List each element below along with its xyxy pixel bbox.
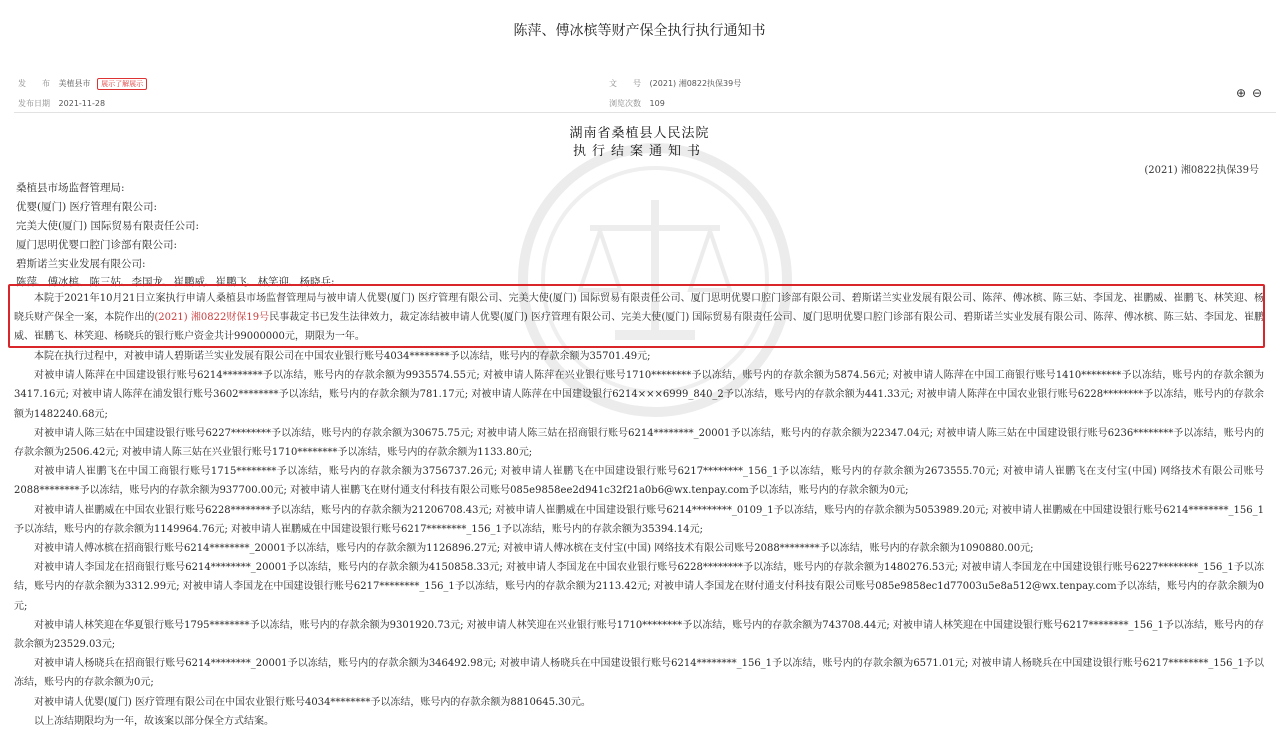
party-line: 桑植县市场监督管理局: (16, 182, 125, 194)
party-line: 优婴(厦门) 医疗管理有限公司: (16, 201, 158, 213)
highlight-text-before: 本院于2021年10月21日立案执行申请人桑植县市场监督管理局与被申请人优婴(厦门) 医疗管理有限公司、完美大使(厦门) 国际贸易有限责任公司、厦门思明优婴口腔门诊部有限公司、碧斯诺兰实业发展有限公司、陈萍、傅冰槟、陈三姑、李国龙、崔鹏威、崔鹏飞、林笑迎、杨晓兵财产保全一案，本院作出的 (14, 293, 1264, 324)
publisher-label: 发 布 (18, 79, 50, 88)
doc-number-meta: (2021) 湘0822执保39号 (649, 79, 742, 88)
publish-date: 2021-11-28 (58, 99, 106, 108)
paragraph: 本院在执行过程中，对被申请人碧斯诺兰实业发展有限公司在中国农业银行账号4034********予以冻结，账号内的存款余额为35701.49元; (34, 351, 651, 362)
court-name: 湖南省桑植县人民法院 (569, 126, 710, 141)
paragraph: 对被申请人陈萍在中国建设银行账号6214********予以冻结，账号内的存款余额为9935574.55元; 对被申请人陈萍在兴业银行账号1710********予以冻结，账号内的存款余额为5874.56元; 对被申请人陈萍在中国工商银行账号1410********予以冻结，账号内的存款余额为3417.16元; 对被申请人陈萍在浦发银行账号3602********予以冻结，账号内的存款余额为781.17元; 对被申请人陈萍在中国建设银行6214×××6999_840_2予以冻结，账号内的存款余额为441.33元; 对被申请人陈萍在中国农业银行账号6228********予以冻结，账号内的存款余额为1482240.68元; (14, 370, 1264, 420)
paragraph: 以上冻结期限均为一年，故该案以部分保全方式结案。 (34, 715, 274, 727)
publisher-row (18, 78, 147, 90)
party-line: 完美大使(厦门) 国际贸易有限责任公司: (16, 220, 200, 232)
highlight-text-after: 民事裁定书已发生法律效力，裁定冻结被申请人优婴(厦门) 医疗管理有限公司、完美大使(厦门) 国际贸易有限责任公司、厦门思明优婴口腔门诊部有限公司、碧斯诺兰实业发展有限公司、陈萍、傅冰槟、陈三姑、李国龙、崔鹏威、崔鹏飞、林笑迎、杨晓兵的银行账户资金共计99000000元，期限为一年。 (14, 312, 1265, 343)
party-line: 碧斯诺兰实业发展有限公司: (16, 258, 146, 270)
case-reference: (2021) 湘0822财保19号 (154, 312, 270, 324)
publisher-tag[interactable]: 展示了解展示 (97, 78, 147, 90)
paragraph: 对被申请人陈三姑在中国建设银行账号6227********予以冻结，账号内的存款余额为30675.75元; 对被申请人陈三姑在招商银行账号6214********_20001予以冻结，账号内的存款余额为22347.04元; 对被申请人陈三姑在中国建设银行账号6236********予以冻结，账号内的存款余额为2506.42元; 对被申请人陈三姑在兴业银行账号1710********予以冻结，账号内的存款余额为1133.80元; (14, 427, 1264, 459)
zoom-in-icon[interactable]: ⊕ (1236, 86, 1247, 100)
paragraph: 对被申请人崔鹏飞在中国工商银行账号1715********予以冻结，账号内的存款余额为3756737.26元; 对被申请人崔鹏飞在中国建设银行账号6217********_156_1予以冻结，账号内的存款余额为2673555.70元; 对被申请人崔鹏飞在支付宝(中国) 网络技术有限公司账号2088********予以冻结，账号内的存款余额为937700.00元; 对被申请人崔鹏飞在财付通支付科技有限公司账号085e9858ee2d941c32f21a0b6@wx.tenpay.com予以冻结，账号内的存款余额为0元; (14, 466, 1264, 497)
body-paragraphs (14, 347, 1264, 731)
paragraph: 对被申请人李国龙在招商银行账号6214********_20001予以冻结，账号内的存款余额为4150858.33元; 对被申请人李国龙在中国农业银行账号6228********予以冻结，账号内的存款余额为1480276.53元; 对被申请人李国龙在中国建设银行账号6227********_156_1予以冻结，账号内的存款余额为3312.99元; 对被申请人李国龙在中国建设银行账号6217********_156_1予以冻结，账号内的存款余额为2113.42元; 对被申请人李国龙在财付通支付科技有限公司账号085e9858ec1d77003u5e8a512@wx.tenpay.com予以冻结，账号内的存款余额为0元; (14, 562, 1264, 612)
highlight-box (8, 284, 1265, 348)
divider (14, 112, 1276, 113)
party-line: 陈萍、傅冰槟、陈三姑、李国龙、崔鹏威、崔鹏飞、林笑迎、杨晓兵: (16, 276, 335, 288)
paragraph: 对被申请人杨晓兵在招商银行账号6214********_20001予以冻结，账号内的存款余额为346492.98元; 对被申请人杨晓兵在中国建设银行账号6214********_156_1予以冻结，账号内的存款余额为6571.01元; 对被申请人杨晓兵在中国建设银行账号6217********_156_1予以冻结，账号内的存款余额为0元; (14, 658, 1264, 689)
party-line: 厦门思明优婴口腔门诊部有限公司: (16, 239, 178, 251)
page-title: 陈萍、傅冰槟等财产保全执行执行通知书 (513, 23, 766, 39)
views-row (609, 98, 665, 109)
paragraph: 对被申请人优婴(厦门) 医疗管理有限公司在中国农业银行账号4034********予以冻结，账号内的存款余额为8810645.30元。 (34, 696, 591, 708)
notice-title: 执行结案通知书 (572, 144, 706, 159)
doc-number: (2021) 湘0822执保39号 (1144, 165, 1259, 176)
number-row (609, 78, 741, 89)
paragraph: 对被申请人傅冰槟在招商银行账号6214********_20001予以冻结，账号内的存款余额为1126896.27元; 对被申请人傅冰槟在支付宝(中国) 网络技术有限公司账号2088********予以冻结，账号内的存款余额为1090880.00元; (34, 543, 1034, 555)
number-label: 文 号 (609, 79, 641, 88)
views-count: 109 (649, 99, 665, 108)
paragraph: 对被申请人崔鹏威在中国农业银行账号6228********予以冻结，账号内的存款余额为21206708.43元; 对被申请人崔鹏威在中国建设银行账号6214********_0109_1予以冻结，账号内的存款余额为5053989.20元; 对被申请人崔鹏威在中国建设银行账号6214********_156_1予以冻结，账号内的存款余额为1149964.76元; 对被申请人崔鹏威在中国建设银行账号6217********_156_1予以冻结，账号内的存款余额为35394.14元; (14, 504, 1264, 535)
views-label: 浏览次数 (609, 99, 641, 108)
paragraph: 对被申请人林笑迎在华夏银行账号1795********予以冻结，账号内的存款余额为9301920.73元; 对被申请人林笑迎在兴业银行账号1710********予以冻结，账号内的存款余额为743708.44元; 对被申请人林笑迎在中国建设银行账号6217********_156_1予以冻结，账号内的存款余额为23529.03元; (14, 619, 1264, 651)
date-row (18, 98, 105, 109)
zoom-out-icon[interactable]: ⊖ (1252, 86, 1263, 100)
date-label: 发布日期 (18, 99, 50, 108)
publisher-name: 美植县市 (58, 79, 91, 88)
